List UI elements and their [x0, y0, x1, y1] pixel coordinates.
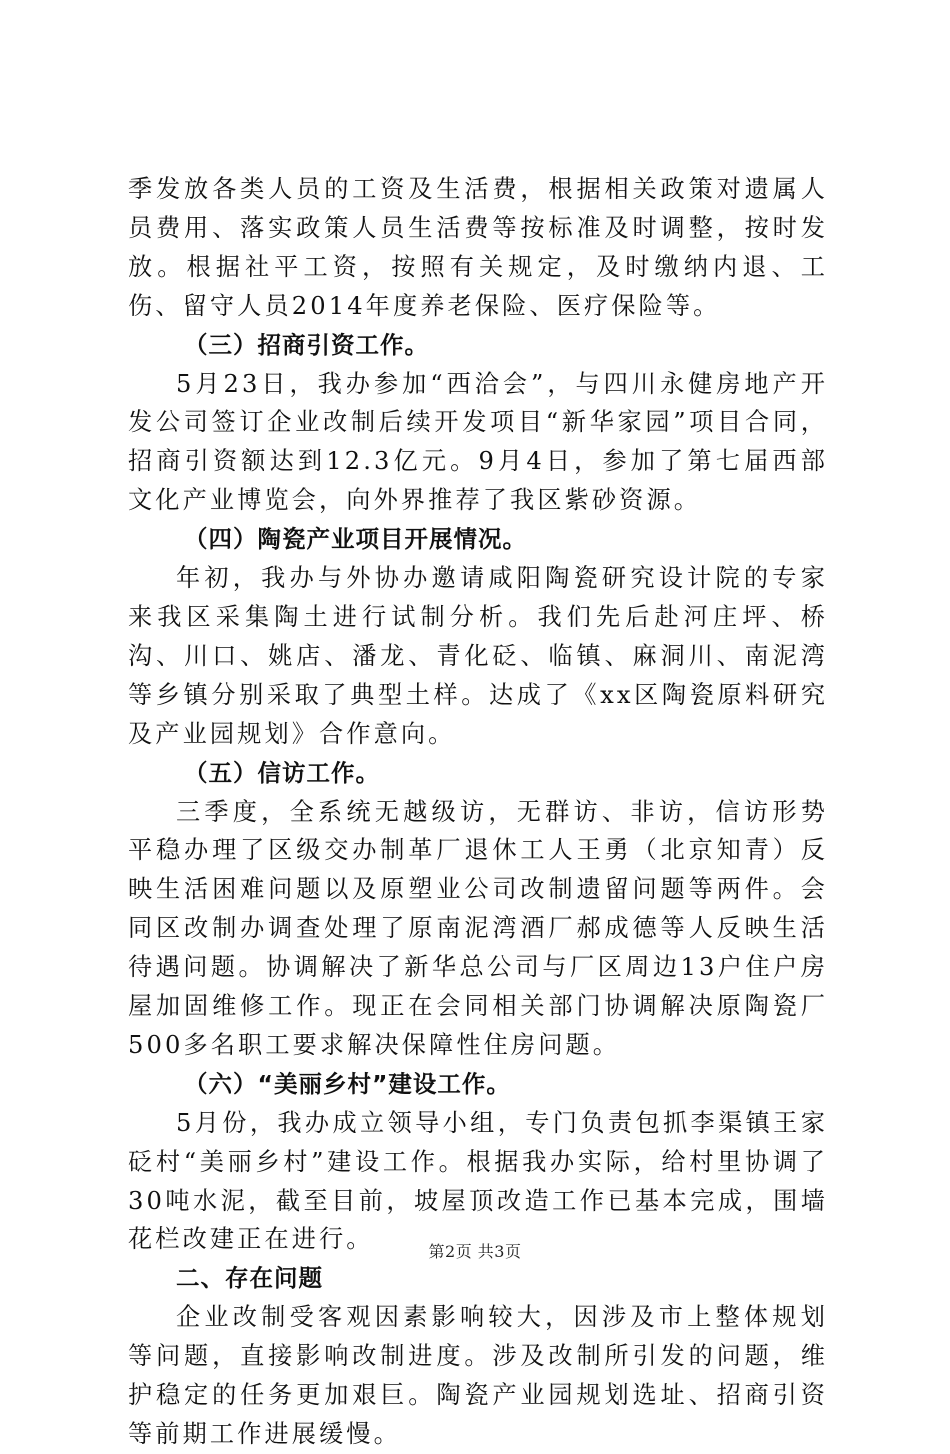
paragraph-investment-promotion: 5月23日，我办参加“西洽会”，与四川永健房地产开发公司签订企业改制后续开发项目“新华家园”项目合同，招商引资额达到12.3亿元。9月4日，参加了第七届西部文化产业博览会，向外界推荐了我区紫砂资源。: [128, 369, 828, 515]
paragraph-petitions: 三季度，全系统无越级访，无群访、非访，信访形势平稳办理了区级交办制革厂退休工人王勇（北京知青）反映生活困难问题以及原塑业公司改制遗留问题等两件。会同区改制办调查处理了原南泥湾酒厂郝成德等人反映生活待遇问题。协调解决了新华总公司与厂区周边13户住户房屋加固维修工作。现正在会同相关部门协调解决原陶瓷厂500多名职工要求解决保障性住房问题。: [128, 797, 828, 1059]
heading-ceramics-project: （四）陶瓷产业项目开展情况。: [184, 525, 527, 554]
paragraph-ceramics-project: 年初，我办与外协办邀请咸阳陶瓷研究设计院的专家来我区采集陶土进行试制分析。我们先后赴河庄坪、桥沟、川口、姚店、潘龙、青化砭、临镇、麻洞川、南泥湾等乡镇分别采取了典型土样。达成了《xx区陶瓷原料研究及产业园规划》合作意向。: [128, 564, 828, 748]
page-footer: 第2页 共3页: [428, 1242, 522, 1261]
paragraph-existing-problems: 企业改制受客观因素影响较大，因涉及市上整体规划等问题，直接影响改制进度。涉及改制所引发的问题，维护稳定的任务更加艰巨。陶瓷产业园规划选址、招商引资等前期工作进展缓慢。: [128, 1303, 828, 1448]
heading-existing-problems: 二、存在问题: [176, 1264, 323, 1293]
heading-investment-promotion: （三）招商引资工作。: [184, 330, 429, 359]
paragraph-beautiful-village: 5月份，我办成立领导小组，专门负责包抓李渠镇王家砭村“美丽乡村”建设工作。根据我办实际，给村里协调了30吨水泥，截至目前，坡屋顶改造工作已基本完成，围墙花栏改建正在进行。: [128, 1108, 828, 1254]
heading-petitions: （五）信访工作。: [184, 758, 380, 787]
paragraph-staff-payments: 季发放各类人员的工资及生活费，根据相关政策对遗属人员费用、落实政策人员生活费等按标准及时调整，按时发放。根据社平工资，按照有关规定，及时缴纳内退、工伤、留守人员2014年度养老保险、医疗保险等。: [128, 175, 828, 320]
heading-beautiful-village: （六）“美丽乡村”建设工作。: [184, 1069, 511, 1098]
